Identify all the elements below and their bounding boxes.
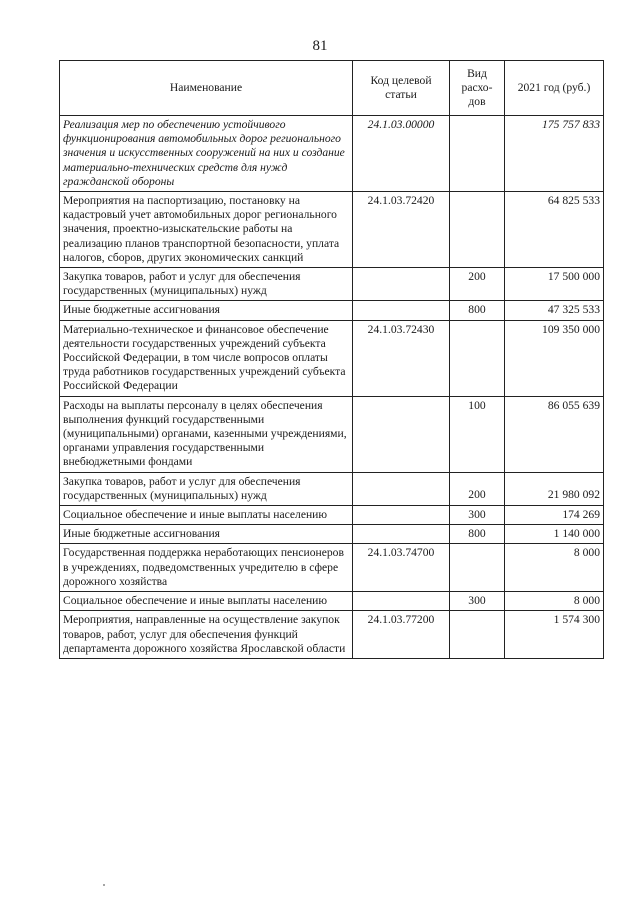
row-kind-cell: 300 <box>450 506 505 525</box>
row-code-cell: 24.1.03.74700 <box>353 544 450 592</box>
row-sum-cell: 21 980 092 <box>505 472 604 505</box>
row-sum-cell: 64 825 533 <box>505 192 604 268</box>
row-sum-cell: 1 140 000 <box>505 525 604 544</box>
table-row <box>60 472 604 505</box>
row-name-cell: Социальное обеспечение и иные выплаты населению <box>60 592 353 611</box>
row-name-cell: Социальное обеспечение и иные выплаты населению <box>60 506 353 525</box>
row-kind-cell <box>450 611 505 659</box>
row-kind-cell: 200 <box>450 268 505 301</box>
row-name-cell: Закупка товаров, работ и услуг для обеспечения государственных (муниципальных) нужд <box>60 268 353 301</box>
row-kind-cell <box>450 544 505 592</box>
row-code-cell <box>353 268 450 301</box>
row-code-cell <box>353 472 450 505</box>
row-sum-cell: 17 500 000 <box>505 268 604 301</box>
table-header-row <box>60 61 604 116</box>
row-name-cell: Закупка товаров, работ и услуг для обеспечения государственных (муниципальных) нужд <box>60 472 353 505</box>
row-code-cell: 24.1.03.72420 <box>353 192 450 268</box>
table-body <box>60 116 604 659</box>
table-row <box>60 592 604 611</box>
table-row <box>60 320 604 396</box>
row-kind-cell: 300 <box>450 592 505 611</box>
header-name: Наименование <box>60 61 353 116</box>
row-name-cell: Мероприятия, направленные на осуществление закупок товаров, работ, услуг для обеспечения функций департамента дорожного хозяйства Ярославской области <box>60 611 353 659</box>
row-sum-cell: 8 000 <box>505 544 604 592</box>
budget-table <box>59 60 604 659</box>
row-kind-cell: 800 <box>450 525 505 544</box>
row-sum-cell: 47 325 533 <box>505 301 604 320</box>
page-number: 81 <box>312 38 328 54</box>
row-sum-cell: 175 757 833 <box>505 116 604 192</box>
row-sum-cell: 174 269 <box>505 506 604 525</box>
scan-speck <box>103 884 105 886</box>
row-name-cell: Реализация мер по обеспечению устойчивого функционирования автомобильных дорог регионального значения и искусственных сооружений на них и создание материально-технических средств для нужд гражданской обороны <box>60 116 353 192</box>
row-code-cell: 24.1.03.00000 <box>353 116 450 192</box>
table-row <box>60 301 604 320</box>
table-row <box>60 525 604 544</box>
table-row <box>60 116 604 192</box>
row-name-cell: Государственная поддержка неработающих пенсионеров в учреждениях, подведомственных учредителю в сфере дорожного хозяйства <box>60 544 353 592</box>
row-kind-cell <box>450 116 505 192</box>
row-code-cell: 24.1.03.77200 <box>353 611 450 659</box>
table-row <box>60 396 604 472</box>
row-name-cell: Иные бюджетные ассигнования <box>60 525 353 544</box>
row-code-cell <box>353 592 450 611</box>
row-kind-cell <box>450 320 505 396</box>
row-sum-cell: 1 574 300 <box>505 611 604 659</box>
table-row <box>60 544 604 592</box>
row-name-cell: Материально-техническое и финансовое обеспечение деятельности государственных учреждений субъекта Российской Федерации, в том числе вопросов оплаты труда работников государственных учреждений субъекта Российской Федерации <box>60 320 353 396</box>
row-sum-cell: 109 350 000 <box>505 320 604 396</box>
row-name-cell: Иные бюджетные ассигнования <box>60 301 353 320</box>
row-code-cell: 24.1.03.72430 <box>353 320 450 396</box>
row-code-cell <box>353 396 450 472</box>
header-sum: 2021 год (руб.) <box>505 61 604 116</box>
row-code-cell <box>353 301 450 320</box>
row-kind-cell: 100 <box>450 396 505 472</box>
row-name-cell: Расходы на выплаты персоналу в целях обеспечения выполнения функций государственными (муниципальными) органами, казенными учреждениями, органами управления государственными внебюджетными фондами <box>60 396 353 472</box>
header-kind: Вид расхо-дов <box>450 61 505 116</box>
table-row <box>60 611 604 659</box>
table-row <box>60 268 604 301</box>
header-code: Код целевой статьи <box>353 61 450 116</box>
row-sum-cell: 86 055 639 <box>505 396 604 472</box>
row-kind-cell <box>450 192 505 268</box>
row-kind-cell: 800 <box>450 301 505 320</box>
row-code-cell <box>353 525 450 544</box>
table-row <box>60 506 604 525</box>
row-name-cell: Мероприятия на паспортизацию, постановку на кадастровый учет автомобильных дорог регионального значения, проектно-изыскательские работы на реализацию планов транспортной безопасности, уплата налогов, сборов, других экономических санкций <box>60 192 353 268</box>
row-code-cell <box>353 506 450 525</box>
table-row <box>60 192 604 268</box>
row-kind-cell: 200 <box>450 472 505 505</box>
row-sum-cell: 8 000 <box>505 592 604 611</box>
